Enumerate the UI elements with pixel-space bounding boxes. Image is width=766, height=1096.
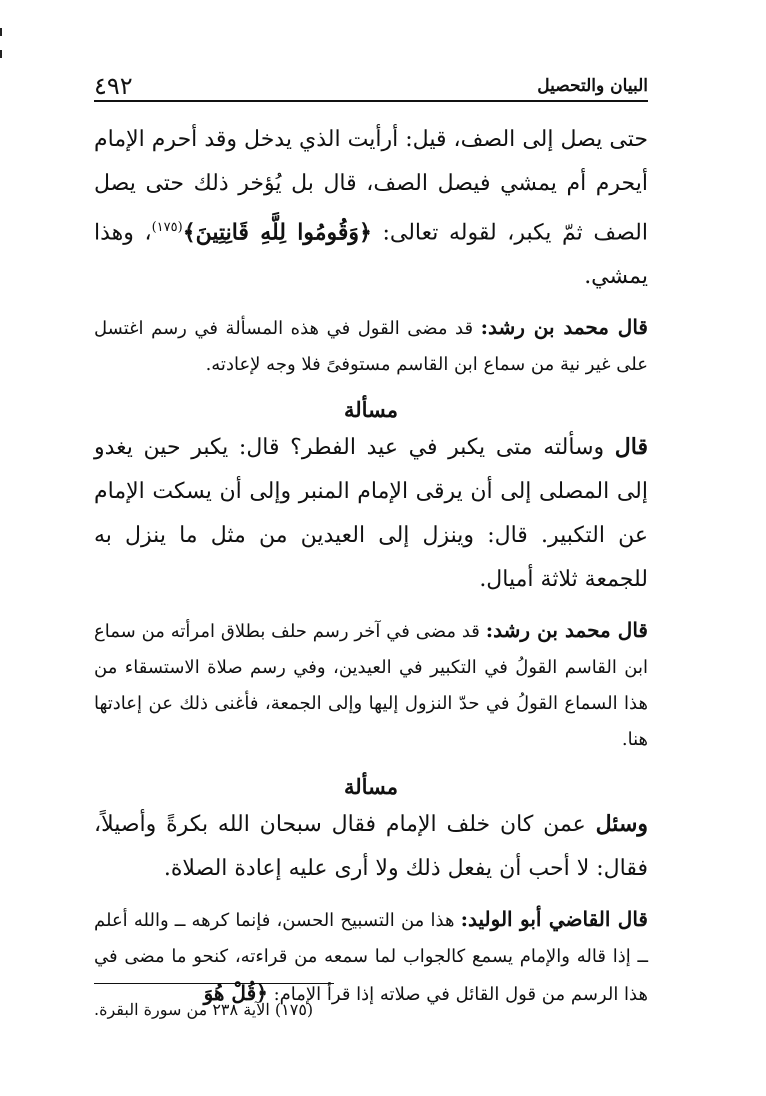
paragraph-text: وسألته متى يكبر في عيد الفطر؟ قال: يكبر حين يغدو إلى المصلى إلى أن يرقى الإمام المنبر وإلى أن يسكت الإمام عن التكبير. قال: وينزل إلى العيدين من مثل ما ينزل به للجمعة ثلاثة أميال. (94, 435, 648, 593)
paragraph-lead: قال (614, 434, 649, 461)
section-heading: مسألة (343, 774, 399, 800)
scan-edge-mark (0, 28, 3, 76)
paragraph-text: هذا من التسبيح الحسن، فإنما كرهه ــ والله أعلم ــ إذا قاله والإمام يسمع كالجواب لما سمعه من قراءته، كنحو ما مضى في هذا الرسم من قول القائل في صلاته إذا قرأ الإمام: (94, 910, 648, 1006)
paragraph-4 (94, 612, 648, 758)
section-heading: مسألة (343, 397, 399, 423)
paragraph-text: عمن كان خلف الإمام فقال سبحان الله بكرةً وأصيلاً، فقال: لا أحب أن يفعل ذلك ولا أرى عليه إعادة الصلاة. (94, 812, 648, 882)
quran-verse: ﴿وَقُومُوا لِلَّهِ قَانِتِينَ﴾ (182, 219, 372, 246)
page-header (94, 66, 648, 102)
paragraph-6 (94, 901, 648, 1013)
paragraph-text: حتى يصل إلى الصف، قيل: أرأيت الذي يدخل وقد أحرم الإمام أيحرم أم يمشي فيصل الصف، قال بل يُؤخر ذلك حتى يصل الصف ثمّ يكبر، لقوله تعالى: (94, 127, 648, 246)
paragraph-5 (94, 802, 648, 891)
paragraph-text: ، وهذا يمشي. (94, 220, 648, 290)
footnote: (١٧٥) الآية ٢٣٨ من سورة البقرة. (94, 1000, 314, 1019)
paragraph-lead: قال محمد بن رشد: (480, 315, 648, 340)
page-body (94, 118, 648, 1013)
paragraph-lead: وسئل (595, 811, 648, 838)
running-title: البيان والتحصيل (537, 76, 648, 96)
page-number: ٤٩٢ (94, 72, 133, 100)
paragraph-3 (94, 425, 648, 602)
paragraph-lead: قال القاضي أبو الوليد: (460, 907, 648, 932)
paragraph-1 (94, 118, 648, 299)
paragraph-text: قد مضى القول في هذه المسألة في رسم اغتسل على غير نية من سماع ابن القاسم مستوفىً فلا وجه لإعادته. (94, 318, 648, 376)
paragraph-2 (94, 309, 648, 383)
footnote-reference: (١٧٥) (151, 220, 183, 235)
paragraph-text: قد مضى في آخر رسم حلف بطلاق امرأته من سماع ابن القاسم القولُ في التكبير في العيدين، وفي رسم صلاة الاستسقاء من هذا السماع القولُ في حدّ النزول إليها وإلى الجمعة، فأغنى ذلك عن إعادتها هنا. (94, 621, 648, 751)
paragraph-lead: قال محمد بن رشد: (485, 618, 648, 643)
quran-verse: ﴿قُلْ هُوَ (203, 981, 268, 1006)
footnote-separator (94, 983, 334, 984)
